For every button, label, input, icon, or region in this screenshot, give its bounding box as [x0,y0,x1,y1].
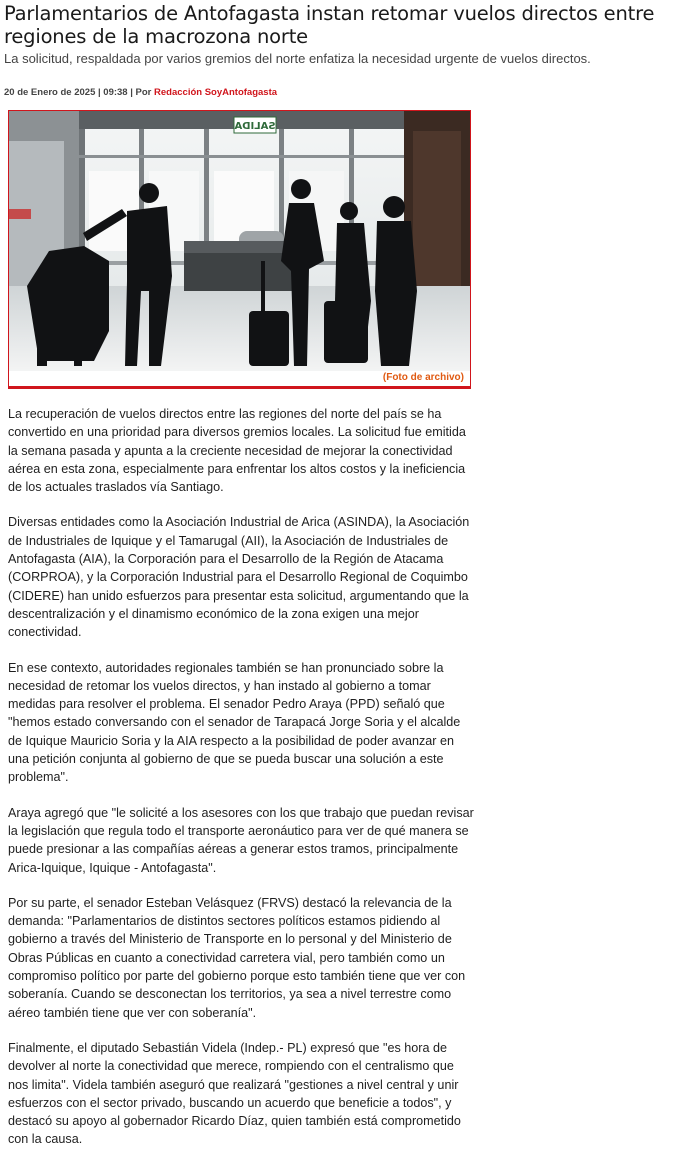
article-byline [4,87,277,98]
article-paragraph: En ese contexto, autoridades regionales también se han pronunciado sobre la necesidad de retomar los vuelos directos, y han instado al gobierno a tomar medidas para resolver el problema. El senador Pedro Araya (PPD) señaló que "hemos estado conversando con el senador de Tarapacá Jorge Soria y el alcalde de Iquique Mauricio Soria y la AIA respecto a la posibilidad de poder avanzar en una petición conjunta al gobierno de que se pueda buscar una solución a este problema". [8,660,461,785]
article-paragraph: Por su parte, el senador Esteban Velásquez (FRVS) destacó la relevancia de la demanda: "Parlamentarios de distintos sectores políticos estamos pidiendo al gobierno a través del Ministerio de Transporte en lo personal y del Ministerio de Obras Públicas en cuanto a conectividad carretera vial, pero también como un compromiso político por parte del gobierno porque esto también tiene que ver con soberanía. Cuando se desconectan los territorios, ya sea a nivel terrestre como aéreo también tiene que ver con soberanía". [8,895,466,1020]
article-figure [8,110,471,389]
airport-silhouette-photo-icon [9,111,470,371]
article-paragraph: La recuperación de vuelos directos entre las regiones del norte del país se ha convertido en una prioridad para diversos gremios locales. La solicitud fue emitida la semana pasada y apunta a la creciente necesidad de mejorar la conectividad aérea en esta zona, especialmente para enfrentar los altos costos y la ineficiencia de los actuales traslados vía Santiago. [8,407,466,495]
photo-caption: (Foto de archivo) [382,372,464,383]
article-subtitle: La solicitud, respaldada por varios gremios del norte enfatiza la necesidad urgente de vuelos directos. [4,51,591,66]
article-date: 20 de Enero de 2025 | 09:38 | Por [4,87,152,98]
article-headline: Parlamentarios de Antofagasta instan retomar vuelos directos entre regiones de la macrozona norte [4,2,655,48]
author-link[interactable]: Redacción SoyAntofagasta [154,87,278,98]
article-body [8,405,474,1166]
article-paragraph: Araya agregó que "le solicité a los asesores con los que trabajo que puedan revisar la legislación que regula todo el transporte aeronáutico para ver de qué manera se puede presionar a las compañías aéreas a generar estos tramos, principalmente Arica-Iquique, Iquique - Antofagasta". [8,805,474,875]
salida-sign: SALIDA [234,121,276,132]
article-paragraph: Finalmente, el diputado Sebastián Videla (Indep.- PL) expresó que "es hora de devolver al norte la conectividad que merece, rompiendo con el centralismo que nos limita". Videla también aseguró que realizará "gestiones a nivel central y unir esfuerzos con el sector privado, buscando un acuerdo que beneficie a todos", y destacó su apoyo al gobernador Ricardo Díaz, quien también está comprometido con la causa. [8,1040,461,1147]
article-paragraph: Diversas entidades como la Asociación Industrial de Arica (ASINDA), la Asociación de Industriales de Iquique y el Tamarugal (AII), la Asociación de Industriales de Antofagasta (AIA), la Corporación para el Desarrollo de la Región de Atacama (CORPROA), y la Corporación Industrial para el Desarrollo Regional de Coquimbo (CIDERE) han unido esfuerzos para presentar esta solicitud, argumentando que la descentralización y el dinamismo económico de la zona exigen una mejor conectividad. [8,515,470,640]
article-photo [9,111,470,371]
